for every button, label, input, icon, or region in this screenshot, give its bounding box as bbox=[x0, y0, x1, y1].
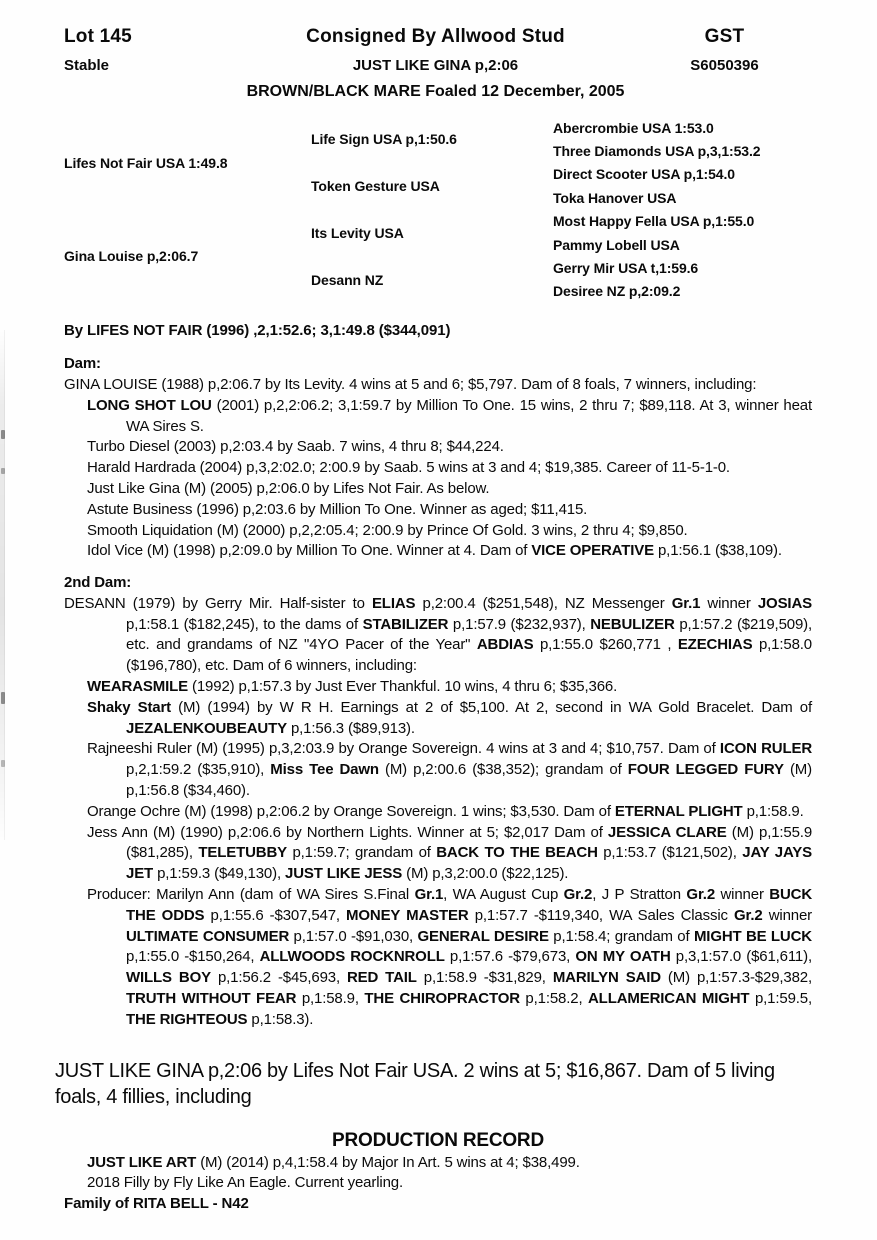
pedigree-grandparent: Its Levity USA bbox=[311, 224, 404, 241]
highlighted-horse-name: Gr.1 bbox=[414, 886, 444, 904]
production-record-section bbox=[64, 1153, 812, 1195]
highlighted-horse-name: Gr.1 bbox=[671, 594, 701, 612]
consignor-title: Consigned By Allwood Stud bbox=[306, 26, 565, 47]
pedigree-great-grandparent: Most Happy Fella USA p,1:55.0 bbox=[553, 213, 755, 230]
pedigree-great-grandparent: Gerry Mir USA t,1:59.6 bbox=[553, 260, 699, 277]
highlighted-horse-name: JUST LIKE ART bbox=[87, 1153, 197, 1171]
highlighted-horse-name: Miss Tee Dawn bbox=[270, 761, 379, 779]
bio-paragraph: Just Like Gina (M) (2005) p,2:06.0 by Lifes Not Fair. As below. bbox=[87, 479, 490, 497]
highlighted-horse-name: BUCK THE ODDS bbox=[126, 886, 812, 924]
highlighted-horse-name: ON MY OATH bbox=[575, 948, 671, 966]
bio-paragraph: GINA LOUISE (1988) p,2:06.7 by Its Levity. 4 wins at 5 and 6; $5,797. Dam of 8 foals, 7 winners, including: bbox=[64, 375, 757, 393]
highlighted-horse-name: Gr.2 bbox=[733, 906, 763, 924]
scan-artifact bbox=[1, 760, 5, 767]
highlighted-horse-name: STABILIZER bbox=[362, 615, 449, 633]
stable-label: Stable bbox=[64, 57, 110, 74]
horse-name: JUST LIKE GINA p,2:06 bbox=[352, 57, 519, 74]
pedigree-grandparent: Token Gesture USA bbox=[311, 178, 440, 195]
highlighted-horse-name: NEBULIZER bbox=[590, 615, 675, 633]
pedigree-dam: Gina Louise p,2:06.7 bbox=[64, 248, 199, 265]
highlighted-horse-name: Shaky Start bbox=[87, 698, 172, 716]
production-record-title: PRODUCTION RECORD bbox=[332, 1129, 544, 1151]
pedigree-great-grandparent: Pammy Lobell USA bbox=[553, 236, 680, 253]
highlighted-horse-name: JUST LIKE JESS bbox=[285, 865, 403, 883]
lot-number: Lot 145 bbox=[64, 26, 132, 47]
scan-artifact bbox=[1, 692, 5, 704]
pedigree-great-grandparent: Toka Hanover USA bbox=[553, 189, 677, 206]
pedigree-great-grandparent: Abercrombie USA 1:53.0 bbox=[553, 119, 714, 136]
highlighted-horse-name: Gr.2 bbox=[563, 886, 593, 904]
section-heading bbox=[64, 573, 812, 594]
highlighted-horse-name: MARILYN SAID bbox=[552, 969, 661, 987]
highlighted-horse-name: TRUTH WITHOUT FEAR bbox=[126, 990, 297, 1008]
bio-paragraph: JUST LIKE ART (M) (2014) p,4,1:58.4 by Major In Art. 5 wins at 4; $38,499. bbox=[87, 1153, 580, 1171]
highlighted-horse-name: VICE OPERATIVE bbox=[531, 542, 654, 560]
highlighted-horse-name: Gr.2 bbox=[686, 886, 716, 904]
bio-paragraph: Turbo Diesel (2003) p,2:03.4 by Saab. 7 wins, 4 thru 8; $44,224. bbox=[87, 438, 504, 456]
highlighted-horse-name: ALLAMERICAN MIGHT bbox=[588, 990, 750, 1008]
bio-paragraph: Smooth Liquidation (M) (2000) p,2,2:05.4; 2:00.9 by Prince Of Gold. 3 wins, 2 thru 4; $9,850. bbox=[87, 521, 688, 539]
foaling-description: BROWN/BLACK MARE Foaled 12 December, 2005 bbox=[246, 83, 625, 100]
highlighted-horse-name: GENERAL DESIRE bbox=[417, 927, 549, 945]
highlighted-horse-name: ICON RULER bbox=[719, 740, 812, 758]
bio-paragraph: Harald Hardrada (2004) p,3,2:02.0; 2:00.9 by Saab. 5 wins at 3 and 4; $19,385. Career of 11-5-1-0. bbox=[87, 459, 730, 477]
pedigree-grandparent: Life Sign USA p,1:50.6 bbox=[311, 131, 457, 148]
family-line: Family of RITA BELL - N42 bbox=[64, 1195, 249, 1213]
bio-paragraph: DESANN (1979) by Gerry Mir. Half-sister to ELIAS p,2:00.4 ($251,548), NZ Messenger Gr.1 winner JOSIAS p,1:58.1 ($182,245), to the dams of STABILIZER p,1:57.9 ($232,937), NEBULIZER p,1:57.2 ($219,509), etc. and grandams of NZ "4YO Pacer of the Year" ABDIAS p,1:55.0 $260,771 , EZECHIAS p,1:58.0 ($196,780), etc. Dam of 6 winners, including: bbox=[64, 594, 813, 675]
highlighted-horse-name: BACK TO THE BEACH bbox=[436, 844, 598, 862]
dam-family-section bbox=[64, 354, 812, 1031]
registration-code: S6050396 bbox=[690, 57, 759, 74]
highlighted-horse-name: MIGHT BE LUCK bbox=[693, 927, 812, 945]
section-heading bbox=[64, 354, 812, 375]
pedigree-great-grandparent: Three Diamonds USA p,3,1:53.2 bbox=[553, 143, 761, 160]
highlighted-horse-name: JESSICA CLARE bbox=[607, 823, 727, 841]
bio-paragraph: LONG SHOT LOU (2001) p,2,2:06.2; 3,1:59.7 by Million To One. 15 wins, 2 thru 7; $89,118. At 3, winner heat WA Sires S. bbox=[87, 396, 813, 435]
highlighted-horse-name: WEARASMILE bbox=[87, 678, 188, 696]
bio-paragraph: Producer: Marilyn Ann (dam of WA Sires S.Final Gr.1, WA August Cup Gr.2, J P Stratton Gr.2 winner BUCK THE ODDS p,1:55.6 -$307,547, MONEY MASTER p,1:57.7 -$119,340, WA Sales Classic Gr.2 winner ULTIMATE CONSUMER p,1:57.0 -$91,030, GENERAL DESIRE p,1:58.4; grandam of MIGHT BE LUCK p,1:55.0 -$150,264, ALLWOODS ROCKNROLL p,1:57.6 -$79,673, ON MY OATH p,3,1:57.0 ($61,611), WILLS BOY p,1:56.2 -$45,693, RED TAIL p,1:58.9 -$31,829, MARILYN SAID (M) p,1:57.3-$29,382, TRUTH WITHOUT FEAR p,1:58.9, THE CHIROPRACTOR p,1:58.2, ALLAMERICAN MIGHT p,1:59.5, THE RIGHTEOUS p,1:58.3). bbox=[87, 886, 813, 1028]
bio-paragraph: 2018 Filly by Fly Like An Eagle. Current yearling. bbox=[87, 1174, 403, 1192]
bio-paragraph: Rajneeshi Ruler (M) (1995) p,3,2:03.9 by Orange Sovereign. 4 wins at 3 and 4; $10,757. Dam of ICON RULER p,2,1:59.2 ($35,910), Miss Tee Dawn (M) p,2:00.6 ($38,352); grandam of FOUR LEGGED FURY (M) p,1:56.8 ($34,460). bbox=[87, 740, 812, 800]
pedigree-great-grandparent: Desiree NZ p,2:09.2 bbox=[553, 283, 681, 300]
scan-artifact bbox=[1, 430, 5, 439]
highlighted-horse-name: JAY JAYS JET bbox=[126, 844, 813, 883]
highlighted-horse-name: FOUR LEGGED FURY bbox=[627, 761, 784, 779]
highlighted-horse-name: JOSIAS bbox=[757, 594, 812, 612]
pedigree-grandparent: Desann NZ bbox=[311, 271, 384, 288]
gst-label: GST bbox=[704, 26, 745, 47]
highlighted-horse-name: RED TAIL bbox=[346, 969, 417, 987]
bio-paragraph: WEARASMILE (1992) p,1:57.3 by Just Ever Thankful. 10 wins, 4 thru 6; $35,366. bbox=[87, 678, 618, 696]
highlighted-horse-name: LONG SHOT LOU bbox=[87, 396, 212, 414]
pedigree-sire: Lifes Not Fair USA 1:49.8 bbox=[64, 154, 228, 171]
mare-summary: JUST LIKE GINA p,2:06 by Lifes Not Fair USA. 2 wins at 5; $16,867. Dam of 5 living foals, 4 fillies, including bbox=[55, 1059, 775, 1108]
highlighted-horse-name: JEZALENKOUBEAUTY bbox=[126, 719, 287, 737]
scan-artifact bbox=[1, 468, 5, 474]
highlighted-horse-name: WILLS BOY bbox=[126, 969, 211, 987]
bio-paragraph: Astute Business (1996) p,2:03.6 by Million To One. Winner as aged; $11,415. bbox=[87, 500, 588, 518]
highlighted-horse-name: Dam: bbox=[64, 355, 101, 373]
highlighted-horse-name: ULTIMATE CONSUMER bbox=[126, 927, 290, 945]
highlighted-horse-name: EZECHIAS bbox=[677, 636, 753, 654]
highlighted-horse-name: ABDIAS bbox=[476, 636, 534, 654]
bio-paragraph: Orange Ochre (M) (1998) p,2:06.2 by Orange Sovereign. 1 wins; $3,530. Dam of ETERNAL PLIGHT p,1:58.9. bbox=[87, 802, 804, 820]
page-header bbox=[64, 26, 812, 101]
pedigree-great-grandparent: Direct Scooter USA p,1:54.0 bbox=[553, 166, 735, 183]
highlighted-horse-name: MONEY MASTER bbox=[346, 906, 469, 924]
sire-credit-line: By LIFES NOT FAIR (1996) ,2,1:52.6; 3,1:49.8 ($344,091) bbox=[64, 322, 451, 340]
highlighted-horse-name: ALLWOODS ROCKNROLL bbox=[259, 948, 445, 966]
bio-paragraph: Shaky Start (M) (1994) by W R H. Earnings at 2 of $5,100. At 2, second in WA Gold Bracelet. Dam of JEZALENKOUBEAUTY p,1:56.3 ($89,913). bbox=[87, 698, 813, 737]
bio-paragraph: Jess Ann (M) (1990) p,2:06.6 by Northern Lights. Winner at 5; $2,017 Dam of JESSICA CLARE (M) p,1:55.9 ($81,285), TELETUBBY p,1:59.7; grandam of BACK TO THE BEACH p,1:53.7 ($121,502), JAY JAYS JET p,1:59.3 ($49,130), JUST LIKE JESS (M) p,3,2:00.0 ($22,125). bbox=[87, 823, 813, 883]
pedigree-text bbox=[55, 322, 813, 1213]
highlighted-horse-name: ETERNAL PLIGHT bbox=[614, 802, 743, 820]
highlighted-horse-name: THE RIGHTEOUS bbox=[126, 1010, 248, 1028]
bio-paragraph: Idol Vice (M) (1998) p,2:09.0 by Million To One. Winner at 4. Dam of VICE OPERATIVE p,1:56.1 ($38,109). bbox=[87, 542, 782, 560]
highlighted-horse-name: TELETUBBY bbox=[198, 844, 287, 862]
highlighted-horse-name: THE CHIROPRACTOR bbox=[364, 990, 520, 1008]
highlighted-horse-name: 2nd Dam: bbox=[64, 574, 132, 592]
pedigree-table bbox=[64, 116, 812, 303]
highlighted-horse-name: ELIAS bbox=[371, 594, 416, 612]
